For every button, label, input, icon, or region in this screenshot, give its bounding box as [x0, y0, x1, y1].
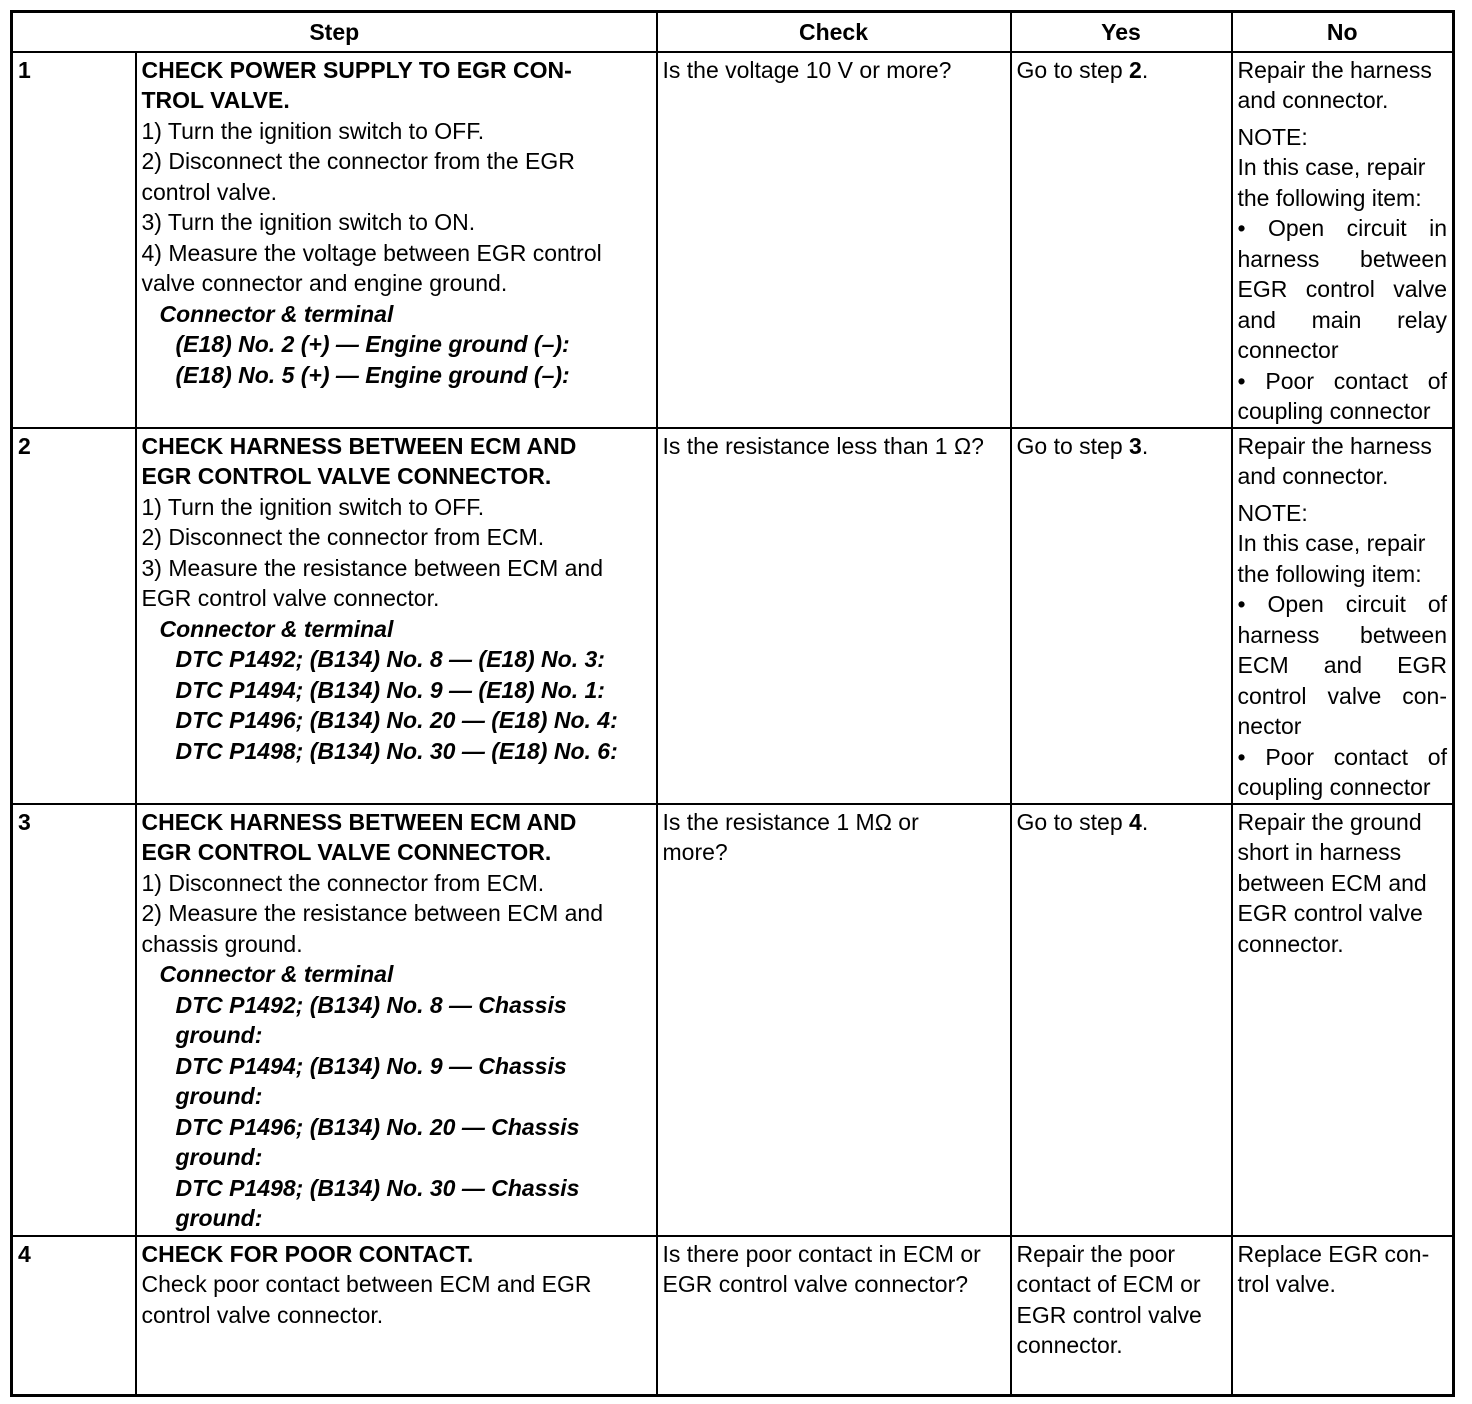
connector-terminal-item: DTC P1498; (B134) No. 30 — Chassis: [175, 1174, 580, 1201]
no-line: and connector.: [1237, 463, 1389, 489]
step-instruction: EGR control valve connector.: [141, 585, 440, 611]
table-row: [12, 804, 1454, 1236]
no-line: Repair the ground: [1237, 808, 1422, 835]
connector-terminal-item: ground:: [175, 1205, 263, 1231]
connector-terminal-item: DTC P1494; (B134) No. 9 — Chassis: [175, 1052, 567, 1079]
step-title-line: EGR CONTROL VALVE CONNECTOR.: [141, 839, 552, 865]
note-line: • Poor contact of: [1237, 367, 1447, 394]
step-number: 2: [12, 428, 136, 804]
note-line: coupling connector: [1237, 774, 1431, 800]
step-instruction: control valve connector.: [141, 1301, 384, 1328]
step-title-line: TROL VALVE.: [141, 87, 290, 113]
connector-terminal-item: DTC P1496; (B134) No. 20 — (E18) No. 4:: [175, 707, 618, 733]
no-cell: [1232, 52, 1454, 428]
note-line: In this case, repair: [1237, 154, 1426, 180]
yes-line: connector.: [1016, 1332, 1123, 1358]
step-instruction: 3) Measure the resistance between ECM and: [141, 554, 604, 581]
header-check: Check: [657, 12, 1011, 52]
table-row: [12, 52, 1454, 428]
no-line: short in harness: [1237, 839, 1402, 865]
step-instruction: 3) Turn the ignition switch to ON.: [141, 209, 476, 235]
check-cell: Is the resistance less than 1 Ω?: [657, 428, 1011, 804]
no-line: between ECM and: [1237, 869, 1427, 896]
note-line: connector: [1237, 337, 1339, 363]
note-line: • Poor contact of: [1237, 743, 1447, 770]
yes-step-number: 3: [1129, 432, 1142, 459]
step-instruction: control valve.: [141, 178, 278, 205]
step-number: 3: [12, 804, 136, 1236]
note-line: EGR control valve: [1237, 276, 1447, 302]
note-label: NOTE:: [1237, 499, 1308, 526]
check-line: Is there poor contact in ECM or: [662, 1240, 981, 1267]
connector-terminal-item: (E18) No. 5 (+) — Engine ground (–):: [175, 361, 570, 388]
check-cell: Is the voltage 10 V or more?: [657, 52, 1011, 428]
connector-terminal-item: ground:: [175, 1144, 263, 1170]
step-title-line: EGR CONTROL VALVE CONNECTOR.: [141, 463, 552, 489]
yes-line: contact of ECM or: [1016, 1271, 1201, 1297]
no-line: Repair the harness: [1237, 432, 1432, 459]
step-cell: [136, 428, 657, 804]
note-line: coupling connector: [1237, 398, 1431, 424]
note-line: • Open circuit in: [1237, 215, 1447, 241]
connector-terminal-item: (E18) No. 2 (+) — Engine ground (–):: [175, 331, 570, 357]
no-line: connector.: [1237, 930, 1344, 957]
step-title-line: CHECK HARNESS BETWEEN ECM AND: [141, 808, 577, 835]
step-instruction: 1) Turn the ignition switch to OFF.: [141, 493, 485, 520]
step-instruction: 2) Measure the resistance between ECM and: [141, 900, 604, 926]
yes-step-number: 4: [1129, 808, 1142, 835]
no-line: trol valve.: [1237, 1271, 1336, 1297]
no-line: Replace EGR con-: [1237, 1240, 1430, 1267]
yes-line: EGR control valve: [1016, 1301, 1202, 1328]
step-title-line: CHECK HARNESS BETWEEN ECM AND: [141, 432, 577, 459]
table-row: [12, 428, 1454, 804]
check-cell: [657, 1236, 1011, 1396]
check-line: EGR control valve connector?: [662, 1271, 969, 1297]
note-line: the following item:: [1237, 184, 1422, 211]
header-step: Step: [12, 12, 657, 52]
no-cell: [1232, 804, 1454, 1236]
note-label: NOTE:: [1237, 123, 1308, 150]
yes-prefix: Go to step: [1016, 56, 1130, 83]
step-instruction: valve connector and engine ground.: [141, 270, 508, 296]
step-instruction: 1) Disconnect the connector from ECM.: [141, 869, 545, 896]
note-line: the following item:: [1237, 560, 1422, 587]
yes-suffix: .: [1141, 808, 1149, 835]
step-instruction: 1) Turn the ignition switch to OFF.: [141, 117, 485, 144]
connector-terminal-label: Connector & terminal: [159, 615, 394, 642]
note-line: harness between: [1237, 621, 1447, 648]
yes-suffix: .: [1141, 432, 1149, 459]
note-line: • Open circuit of: [1237, 591, 1447, 617]
no-cell: [1232, 1236, 1454, 1396]
step-title-line: CHECK FOR POOR CONTACT.: [141, 1240, 474, 1267]
note-line: nector: [1237, 713, 1302, 739]
step-cell: [136, 804, 657, 1236]
step-instruction: 2) Disconnect the connector from ECM.: [141, 524, 545, 550]
connector-terminal-item: DTC P1492; (B134) No. 8 — (E18) No. 3:: [175, 646, 605, 672]
connector-terminal-label: Connector & terminal: [159, 961, 394, 987]
connector-terminal-item: DTC P1498; (B134) No. 30 — (E18) No. 6:: [175, 737, 618, 764]
step-number: 1: [12, 52, 136, 428]
yes-cell: [1011, 52, 1232, 428]
connector-terminal-label: Connector & terminal: [159, 300, 394, 327]
yes-prefix: Go to step: [1016, 432, 1130, 459]
yes-cell: [1011, 804, 1232, 1236]
step-instruction: 2) Disconnect the connector from the EGR: [141, 148, 575, 174]
yes-cell: [1011, 1236, 1232, 1396]
connector-terminal-item: ground:: [175, 1083, 263, 1109]
connector-terminal-item: DTC P1494; (B134) No. 9 — (E18) No. 1:: [175, 676, 605, 703]
check-line: Is the resistance 1 MΩ or: [662, 808, 919, 835]
no-line: EGR control valve: [1237, 900, 1423, 926]
header-no: No: [1232, 12, 1454, 52]
step-title-line: CHECK POWER SUPPLY TO EGR CON-: [141, 56, 572, 83]
step-instruction: Check poor contact between ECM and EGR: [141, 1271, 592, 1297]
note-line: harness between: [1237, 245, 1447, 272]
connector-terminal-item: ground:: [175, 1022, 263, 1048]
step-instruction: chassis ground.: [141, 930, 303, 957]
yes-line: Repair the poor: [1016, 1240, 1176, 1267]
note-line: control valve con-: [1237, 682, 1447, 709]
yes-cell: [1011, 428, 1232, 804]
step-instruction: 4) Measure the voltage between EGR control: [141, 239, 602, 266]
check-line: more?: [662, 839, 728, 865]
step-cell: [136, 52, 657, 428]
table-row: [12, 1236, 1454, 1396]
note-line: ECM and EGR: [1237, 652, 1447, 678]
step-number: 4: [12, 1236, 136, 1396]
connector-terminal-item: DTC P1492; (B134) No. 8 — Chassis: [175, 991, 567, 1018]
diagnostic-table: [10, 10, 1455, 1397]
step-cell: [136, 1236, 657, 1396]
no-line: and connector.: [1237, 87, 1389, 113]
note-line: In this case, repair: [1237, 530, 1426, 556]
header-yes: Yes: [1011, 12, 1232, 52]
header-row: [12, 12, 1454, 52]
yes-step-number: 2: [1129, 56, 1142, 83]
note-line: and main relay: [1237, 306, 1447, 333]
no-cell: [1232, 428, 1454, 804]
no-line: Repair the harness: [1237, 56, 1432, 83]
yes-suffix: .: [1141, 56, 1149, 83]
yes-prefix: Go to step: [1016, 808, 1130, 835]
connector-terminal-item: DTC P1496; (B134) No. 20 — Chassis: [175, 1113, 580, 1140]
check-cell: [657, 804, 1011, 1236]
